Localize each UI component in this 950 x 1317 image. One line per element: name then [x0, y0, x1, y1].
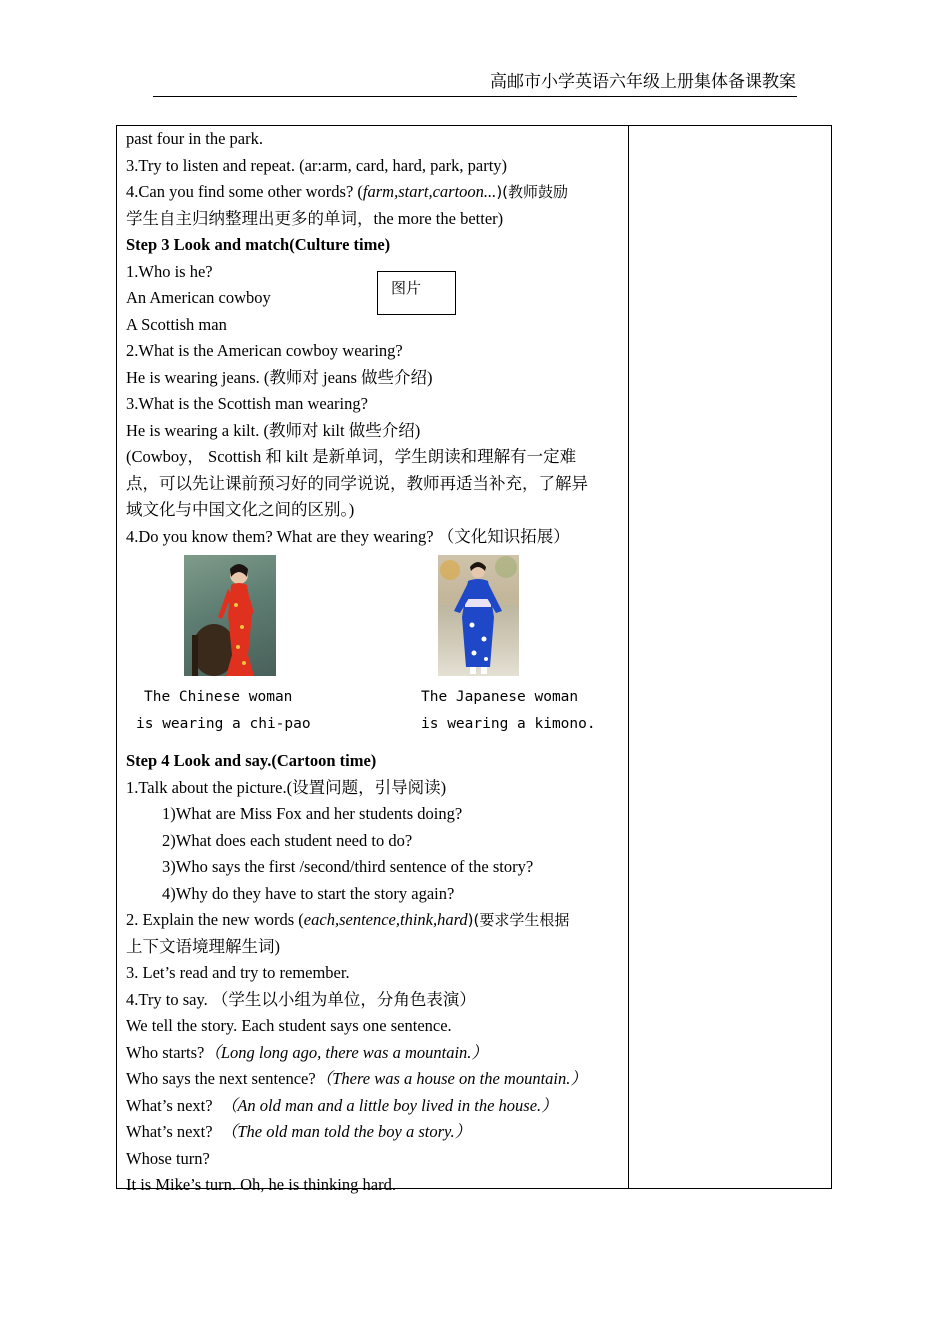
- italic-answer: （An old man and a little boy lived in the house.）: [220, 1095, 558, 1115]
- text-run: What’s next?: [126, 1095, 221, 1115]
- qipao-photo: [184, 555, 276, 676]
- text-line: (Cowboy， Scottish 和 kilt 是新单词，学生朗读和理解有一定难: [126, 447, 577, 466]
- text-line: Whose turn?: [126, 1148, 210, 1168]
- italic-answer: （The old man told the boy a story.）: [220, 1122, 472, 1141]
- text-run: 2. Explain the new words (: [126, 910, 304, 929]
- dialogue-line: [126, 1040, 626, 1067]
- header-rule: [153, 96, 797, 97]
- text-run: Who says the next sentence?: [126, 1069, 316, 1088]
- question-item: 4)Why do they have to start the story again?: [162, 883, 455, 903]
- text-run: )(教师鼓励: [496, 183, 569, 201]
- japanese-caption-line-2: is wearing a kimono.: [421, 716, 596, 732]
- text-run: What’s next?: [126, 1122, 221, 1141]
- question-item: 1)What are Miss Fox and her students doing?: [162, 804, 463, 823]
- text-line: 学生自主归纳整理出更多的单词，the more the better): [126, 208, 504, 228]
- text-line: It is Mike’s turn. Oh, he is thinking hard.: [126, 1175, 396, 1194]
- text-line: 上下文语境理解生词): [126, 936, 280, 956]
- text-line: 点，可以先让课前预习好的同学说说，教师再适当补充，了解异: [126, 473, 588, 493]
- question-item: 2)What does each student need to do?: [162, 830, 413, 850]
- japanese-caption-line-1: The Japanese woman: [421, 689, 579, 705]
- dialogue-line: [126, 1119, 626, 1146]
- text-line: A Scottish man: [126, 314, 227, 334]
- text-line: He is wearing a kilt. (教师对 kilt 做些介绍): [126, 420, 421, 440]
- text-line: past four in the park.: [126, 129, 264, 148]
- picture-placeholder: [377, 271, 456, 315]
- text-line: 3.What is the Scottish man wearing?: [126, 394, 368, 413]
- dialogue-line: [126, 1066, 626, 1093]
- text-line: 4.Do you know them? What are they wearing? （文化知识拓展）: [126, 526, 570, 546]
- question-item: 3)Who says the first /second/third sentence of the story?: [162, 857, 534, 876]
- text-line: An American cowboy: [126, 288, 271, 307]
- chinese-caption-line-2: is wearing a chi-pao: [136, 716, 311, 732]
- text-run: )(要求学生根据: [467, 911, 570, 929]
- text-line: 1.Talk about the picture.(设置问题，引导阅读): [126, 777, 447, 797]
- text-line: 1.Who is he?: [126, 261, 213, 281]
- text-line: 2.What is the American cowboy wearing?: [126, 341, 403, 360]
- kimono-figure: [438, 555, 519, 676]
- italic-words: each,sentence,think,hard: [303, 910, 468, 929]
- text-line: 4.Try to say. （学生以小组为单位，分角色表演）: [126, 989, 476, 1009]
- chinese-caption-line-1: The Chinese woman: [144, 689, 293, 705]
- column-divider: [628, 125, 629, 1188]
- text-line: 域文化与中国文化之间的区别。): [126, 500, 355, 519]
- text-run: 4.Can you find some other words? (: [126, 182, 363, 201]
- text-line: [126, 907, 626, 934]
- text-line: 3. Let’s read and try to remember.: [126, 963, 350, 982]
- italic-words: farm,start,cartoon...: [362, 182, 497, 201]
- step-heading: Step 4 Look and say.(Cartoon time): [126, 751, 377, 770]
- step-heading: Step 3 Look and match(Culture time): [126, 235, 391, 254]
- text-run: Who starts?: [126, 1042, 205, 1062]
- text-line: He is wearing jeans. (教师对 jeans 做些介绍): [126, 367, 433, 387]
- text-line: 3.Try to listen and repeat. (ar:arm, card, hard, park, party): [126, 155, 508, 175]
- text-line: [126, 179, 626, 206]
- text-line: We tell the story. Each student says one sentence.: [126, 1016, 452, 1035]
- qipao-figure: [184, 555, 276, 676]
- header-title: 高邮市小学英语六年级上册集体备课教案: [490, 72, 796, 92]
- italic-answer: （Long long ago, there was a mountain.）: [204, 1042, 488, 1062]
- dialogue-line: [126, 1093, 626, 1120]
- kimono-photo: [438, 555, 519, 676]
- picture-placeholder-label: 图片: [391, 279, 422, 297]
- italic-answer: （There was a house on the mountain.）: [315, 1069, 587, 1088]
